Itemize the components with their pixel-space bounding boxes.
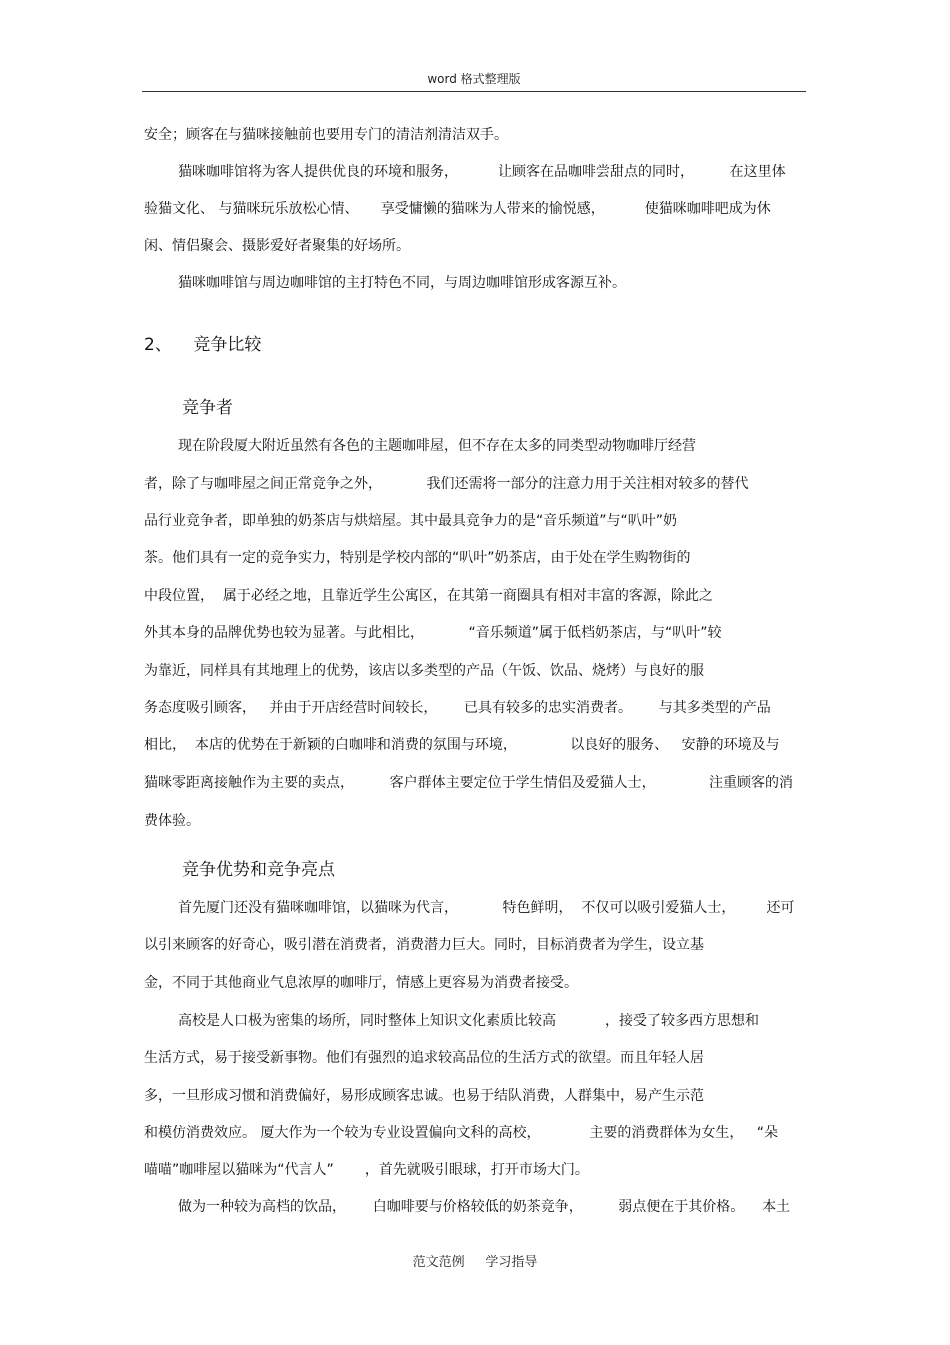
paragraph-line: 现在阶段厦大附近虽然有各色的主题咖啡屋，但不存在太多的同类型动物咖啡厅经营 (178, 438, 696, 454)
paragraph-line: 外其本身的品牌优势也较为显著。与此相比， “音乐频道”属于低档奶茶店，与“叭叶”较 (144, 625, 722, 641)
paragraph-line: 中段位置， 属于必经之地，且靠近学生公寓区，在其第一商圈具有相对丰富的客源，除此之 (144, 588, 713, 604)
paragraph-line: 闲、情侣聚会、摄影爱好者聚集的好场所。 (144, 238, 410, 254)
section-heading: 2、 竞争比较 (144, 335, 262, 355)
page-footer: 范文范例 学习指导 (412, 1255, 538, 1270)
paragraph-line: 生活方式，易于接受新事物。他们有强烈的追求较高品位的生活方式的欲望。而且年轻人居 (144, 1050, 704, 1066)
subsection-heading: 竞争者 (182, 398, 233, 418)
paragraph-line: 相比， 本店的优势在于新颖的白咖啡和消费的氛围与环境， 以良好的服务、 安静的环境及与 (144, 737, 780, 753)
paragraph-line: 费体验。 (144, 813, 200, 829)
paragraph-line: 验猫文化、 与猫咪玩乐放松心情、 享受慵懒的猫咪为人带来的愉悦感， 使猫咪咖啡吧成为休 (144, 201, 771, 217)
paragraph-line: 高校是人口极为密集的场所，同时整体上知识文化素质比较高 ，接受了较多西方思想和 (178, 1013, 759, 1029)
paragraph-line: 安全；顾客在与猫咪接触前也要用专门的清洁剂清洁双手。 (144, 127, 508, 143)
subsection-heading: 竞争优势和竞争亮点 (182, 860, 335, 880)
paragraph-line: 猫咪零距离接触作为主要的卖点， 客户群体主要定位于学生情侣及爱猫人士， 注重顾客的消 (144, 775, 794, 791)
paragraph-line: 喵喵”咖啡屋以猫咪为“代言人” ，首先就吸引眼球，打开市场大门。 (144, 1162, 589, 1178)
paragraph-line: 以引来顾客的好奇心，吸引潜在消费者，消费潜力巨大。同时，目标消费者为学生，设立基 (144, 937, 704, 953)
paragraph-line: 者，除了与咖啡屋之间正常竞争之外， 我们还需将一部分的注意力用于关注相对较多的替代 (144, 476, 749, 492)
page-header: word 格式整理版 (427, 72, 521, 86)
paragraph-line: 猫咪咖啡馆将为客人提供优良的环境和服务， 让顾客在品咖啡尝甜点的同时， 在这里体 (178, 164, 786, 180)
paragraph-line: 猫咪咖啡馆与周边咖啡馆的主打特色不同，与周边咖啡馆形成客源互补。 (178, 275, 626, 291)
paragraph-line: 品行业竞争者，即单独的奶茶店与烘焙屋。其中最具竞争力的是“音乐频道”与“叭叶”奶 (144, 513, 678, 529)
paragraph-line: 为靠近，同样具有其地理上的优势，该店以多类型的产品（午饭、饮品、烧烤）与良好的服 (144, 663, 704, 679)
paragraph-line: 务态度吸引顾客， 并由于开店经营时间较长， 已具有较多的忠实消费者。 与其多类型的产品 (144, 700, 771, 716)
paragraph-line: 金，不同于其他商业气息浓厚的咖啡厅，情感上更容易为消费者接受。 (144, 975, 578, 991)
paragraph-line: 和模仿消费效应。 厦大作为一个较为专业设置偏向文科的高校， 主要的消费群体为女生， “朵 (144, 1125, 779, 1141)
header-divider (142, 91, 806, 92)
paragraph-line: 做为一种较为高档的饮品， 白咖啡要与价格较低的奶茶竞争， 弱点便在于其价格。 本土 (178, 1199, 791, 1215)
paragraph-line: 多，一旦形成习惯和消费偏好，易形成顾客忠诚。也易于结队消费，人群集中，易产生示范 (144, 1088, 704, 1104)
paragraph-line: 首先厦门还没有猫咪咖啡馆，以猫咪为代言， 特色鲜明， 不仅可以吸引爱猫人士， 还可 (178, 900, 795, 916)
paragraph-line: 茶。他们具有一定的竞争实力，特别是学校内部的“叭叶”奶茶店，由于处在学生购物街的 (144, 550, 691, 566)
